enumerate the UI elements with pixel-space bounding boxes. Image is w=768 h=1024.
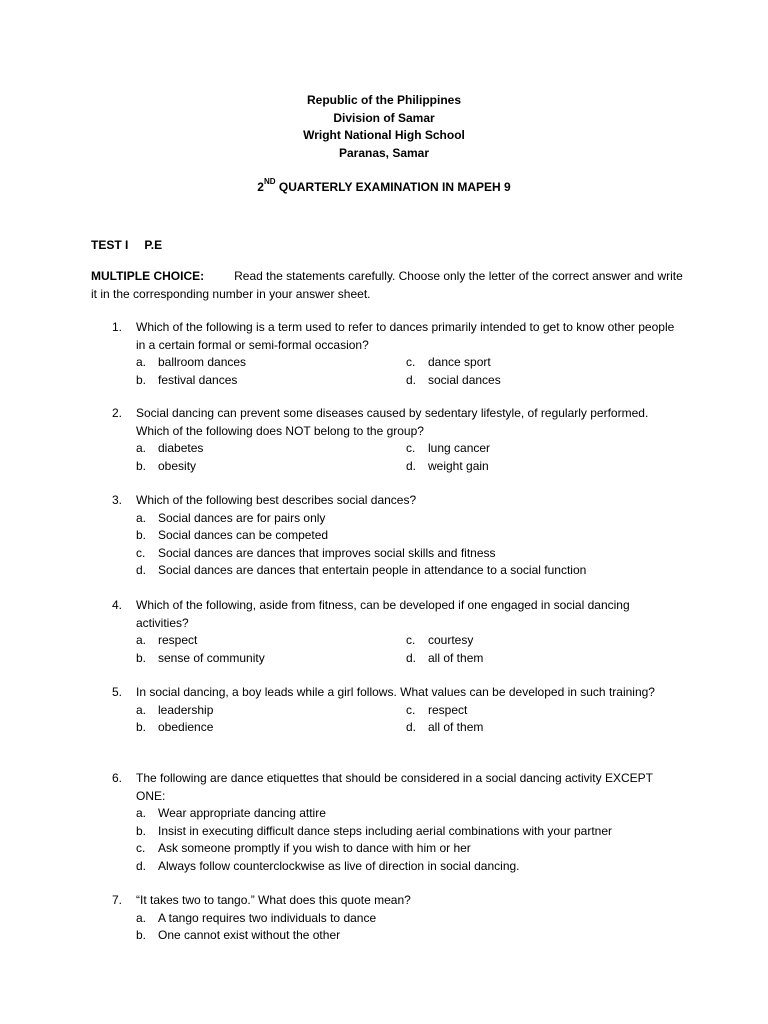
choice-text: social dances	[428, 372, 501, 387]
choice-letter: c.	[406, 633, 416, 647]
choice-text: sense of community	[158, 650, 265, 665]
question-6	[112, 770, 682, 875]
choice-letter: c.	[406, 355, 416, 369]
choice-a	[136, 805, 682, 823]
question-number: 4.	[112, 598, 123, 612]
choice-a	[136, 632, 386, 650]
choice-d	[406, 719, 656, 737]
choice-text: Always follow counterclockwise as live of direction in social dancing.	[158, 858, 520, 873]
choice-letter: b.	[136, 650, 147, 665]
question-stem: Which of the following best describes social dances?	[136, 493, 417, 507]
choice-letter: d.	[406, 458, 417, 473]
choice-text: diabetes	[158, 441, 204, 455]
question-number: 3.	[112, 493, 123, 507]
choice-letter: b.	[136, 458, 147, 473]
choice-text: respect	[158, 633, 198, 647]
choice-text: Social dances are for pairs only	[158, 510, 326, 525]
choice-c	[136, 545, 682, 563]
choice-text: leadership	[158, 702, 214, 717]
question-stem: Social dancing can prevent some diseases caused by sedentary lifestyle, of regularly performed. Which of the following does NOT belong to the group?	[136, 406, 649, 438]
choice-letter: d.	[406, 720, 417, 734]
choice-c	[136, 840, 682, 858]
choice-d	[406, 458, 656, 476]
choice-text: all of them	[428, 650, 484, 665]
choice-text: Insist in executing difficult dance steps including aerial combinations with your partner	[158, 823, 613, 838]
choice-letter: c.	[406, 441, 416, 455]
choice-b	[136, 527, 682, 545]
question-stem: Which of the following, aside from fitness, can be developed if one engaged in social dancing activities?	[136, 598, 630, 630]
question-number: 5.	[112, 685, 123, 699]
question-7	[112, 892, 682, 945]
choice-text: weight gain	[428, 458, 489, 473]
exam-title-ordinal: ND	[263, 177, 276, 186]
choice-list	[136, 805, 682, 875]
choice-letter: c.	[136, 841, 146, 855]
choice-a	[136, 354, 386, 372]
choice-c	[406, 632, 656, 650]
choice-list	[136, 910, 682, 945]
header-location: Paranas, Samar	[338, 145, 430, 160]
choice-text: ballroom dances	[158, 355, 247, 369]
choice-letter: a.	[136, 510, 147, 525]
choice-b	[136, 823, 682, 841]
choice-list	[136, 354, 682, 389]
choice-text: A tango requires two individuals to dance	[158, 910, 377, 925]
exam-title	[0, 177, 768, 194]
question-4	[112, 597, 682, 667]
choice-letter: a.	[136, 910, 147, 925]
choice-text: lung cancer	[428, 441, 491, 455]
choice-text: dance sport	[428, 355, 491, 369]
choice-b	[136, 458, 386, 476]
choice-letter: d.	[406, 650, 417, 665]
choice-a	[136, 702, 386, 720]
test-label	[91, 238, 178, 252]
choice-d	[406, 372, 656, 390]
question-3	[112, 492, 682, 580]
choice-text: Social dances can be competed	[158, 528, 329, 542]
question-number: 1.	[112, 320, 123, 334]
choice-b	[136, 372, 386, 390]
choice-b	[136, 927, 682, 945]
choice-text: Social dances are dances that improves social skills and fitness	[158, 545, 496, 560]
choice-text: One cannot exist without the other	[158, 928, 341, 942]
choice-text: all of them	[428, 720, 484, 734]
choice-letter: c.	[136, 545, 146, 560]
exam-title-number: 2	[257, 180, 264, 194]
choice-list	[136, 632, 682, 667]
choice-text: Social dances are dances that entertain people in attendance to a social function	[158, 563, 587, 577]
choice-text: Ask someone promptly if you wish to dance with him or her	[158, 841, 471, 855]
question-stem: The following are dance etiquettes that should be considered in a social dancing activity EXCEPT ONE:	[136, 771, 653, 803]
choice-letter: d.	[136, 858, 147, 873]
choice-b	[136, 650, 386, 668]
question-5	[112, 684, 682, 737]
question-2	[112, 405, 682, 475]
choice-list	[136, 510, 682, 580]
choice-text: Wear appropriate dancing attire	[158, 806, 326, 820]
choice-c	[406, 440, 656, 458]
choice-text: obesity	[158, 458, 197, 473]
choice-d	[406, 650, 656, 668]
choice-a	[136, 510, 682, 528]
question-stem: Which of the following is a term used to refer to dances primarily intended to get to know other people in a certain formal or semi-formal occasion?	[136, 320, 675, 352]
choice-b	[136, 719, 386, 737]
header-school: Wright National High School	[303, 128, 465, 142]
choice-letter: b.	[136, 928, 147, 942]
choice-c	[406, 702, 656, 720]
test-number: TEST I	[91, 238, 129, 252]
header-division: Division of Samar	[333, 110, 435, 125]
choice-text: festival dances	[158, 372, 238, 387]
choice-letter: a.	[136, 633, 147, 647]
exam-title-text: QUARTERLY EXAMINATION IN MAPEH 9	[275, 180, 511, 194]
choice-a	[136, 440, 386, 458]
choice-letter: b.	[136, 528, 147, 542]
question-number: 6.	[112, 771, 123, 785]
choice-list	[136, 440, 682, 475]
choice-d	[136, 562, 682, 580]
choice-letter: d.	[406, 372, 417, 387]
choice-letter: c.	[406, 702, 416, 717]
choice-letter: a.	[136, 355, 147, 369]
choice-letter: d.	[136, 563, 147, 577]
choice-letter: b.	[136, 720, 147, 734]
choice-a	[136, 910, 682, 928]
question-stem: In social dancing, a boy leads while a girl follows. What values can be developed in such training?	[136, 685, 655, 699]
choice-letter: b.	[136, 823, 147, 838]
choice-c	[406, 354, 656, 372]
instructions-label: MULTIPLE CHOICE:	[91, 269, 205, 283]
choice-letter: b.	[136, 372, 147, 387]
instructions-text: Read the statements carefully. Choose only the letter of the correct answer and write it in the corresponding number in your answer sheet.	[91, 269, 683, 301]
choice-letter: a.	[136, 702, 147, 717]
choice-letter: a.	[136, 806, 147, 820]
question-number: 7.	[112, 893, 123, 907]
choice-d	[136, 858, 682, 876]
question-stem: “It takes two to tango.” What does this quote mean?	[136, 893, 411, 907]
choice-letter: a.	[136, 441, 147, 455]
instructions	[91, 267, 691, 303]
choice-text: obedience	[158, 720, 214, 734]
question-number: 2.	[112, 406, 123, 420]
choice-text: respect	[428, 702, 468, 717]
test-subject: P.E	[144, 238, 163, 252]
school-header	[0, 92, 768, 162]
choice-text: courtesy	[428, 633, 474, 647]
choice-list	[136, 702, 682, 737]
header-republic: Republic of the Philippines	[306, 93, 461, 107]
question-1	[112, 319, 682, 389]
